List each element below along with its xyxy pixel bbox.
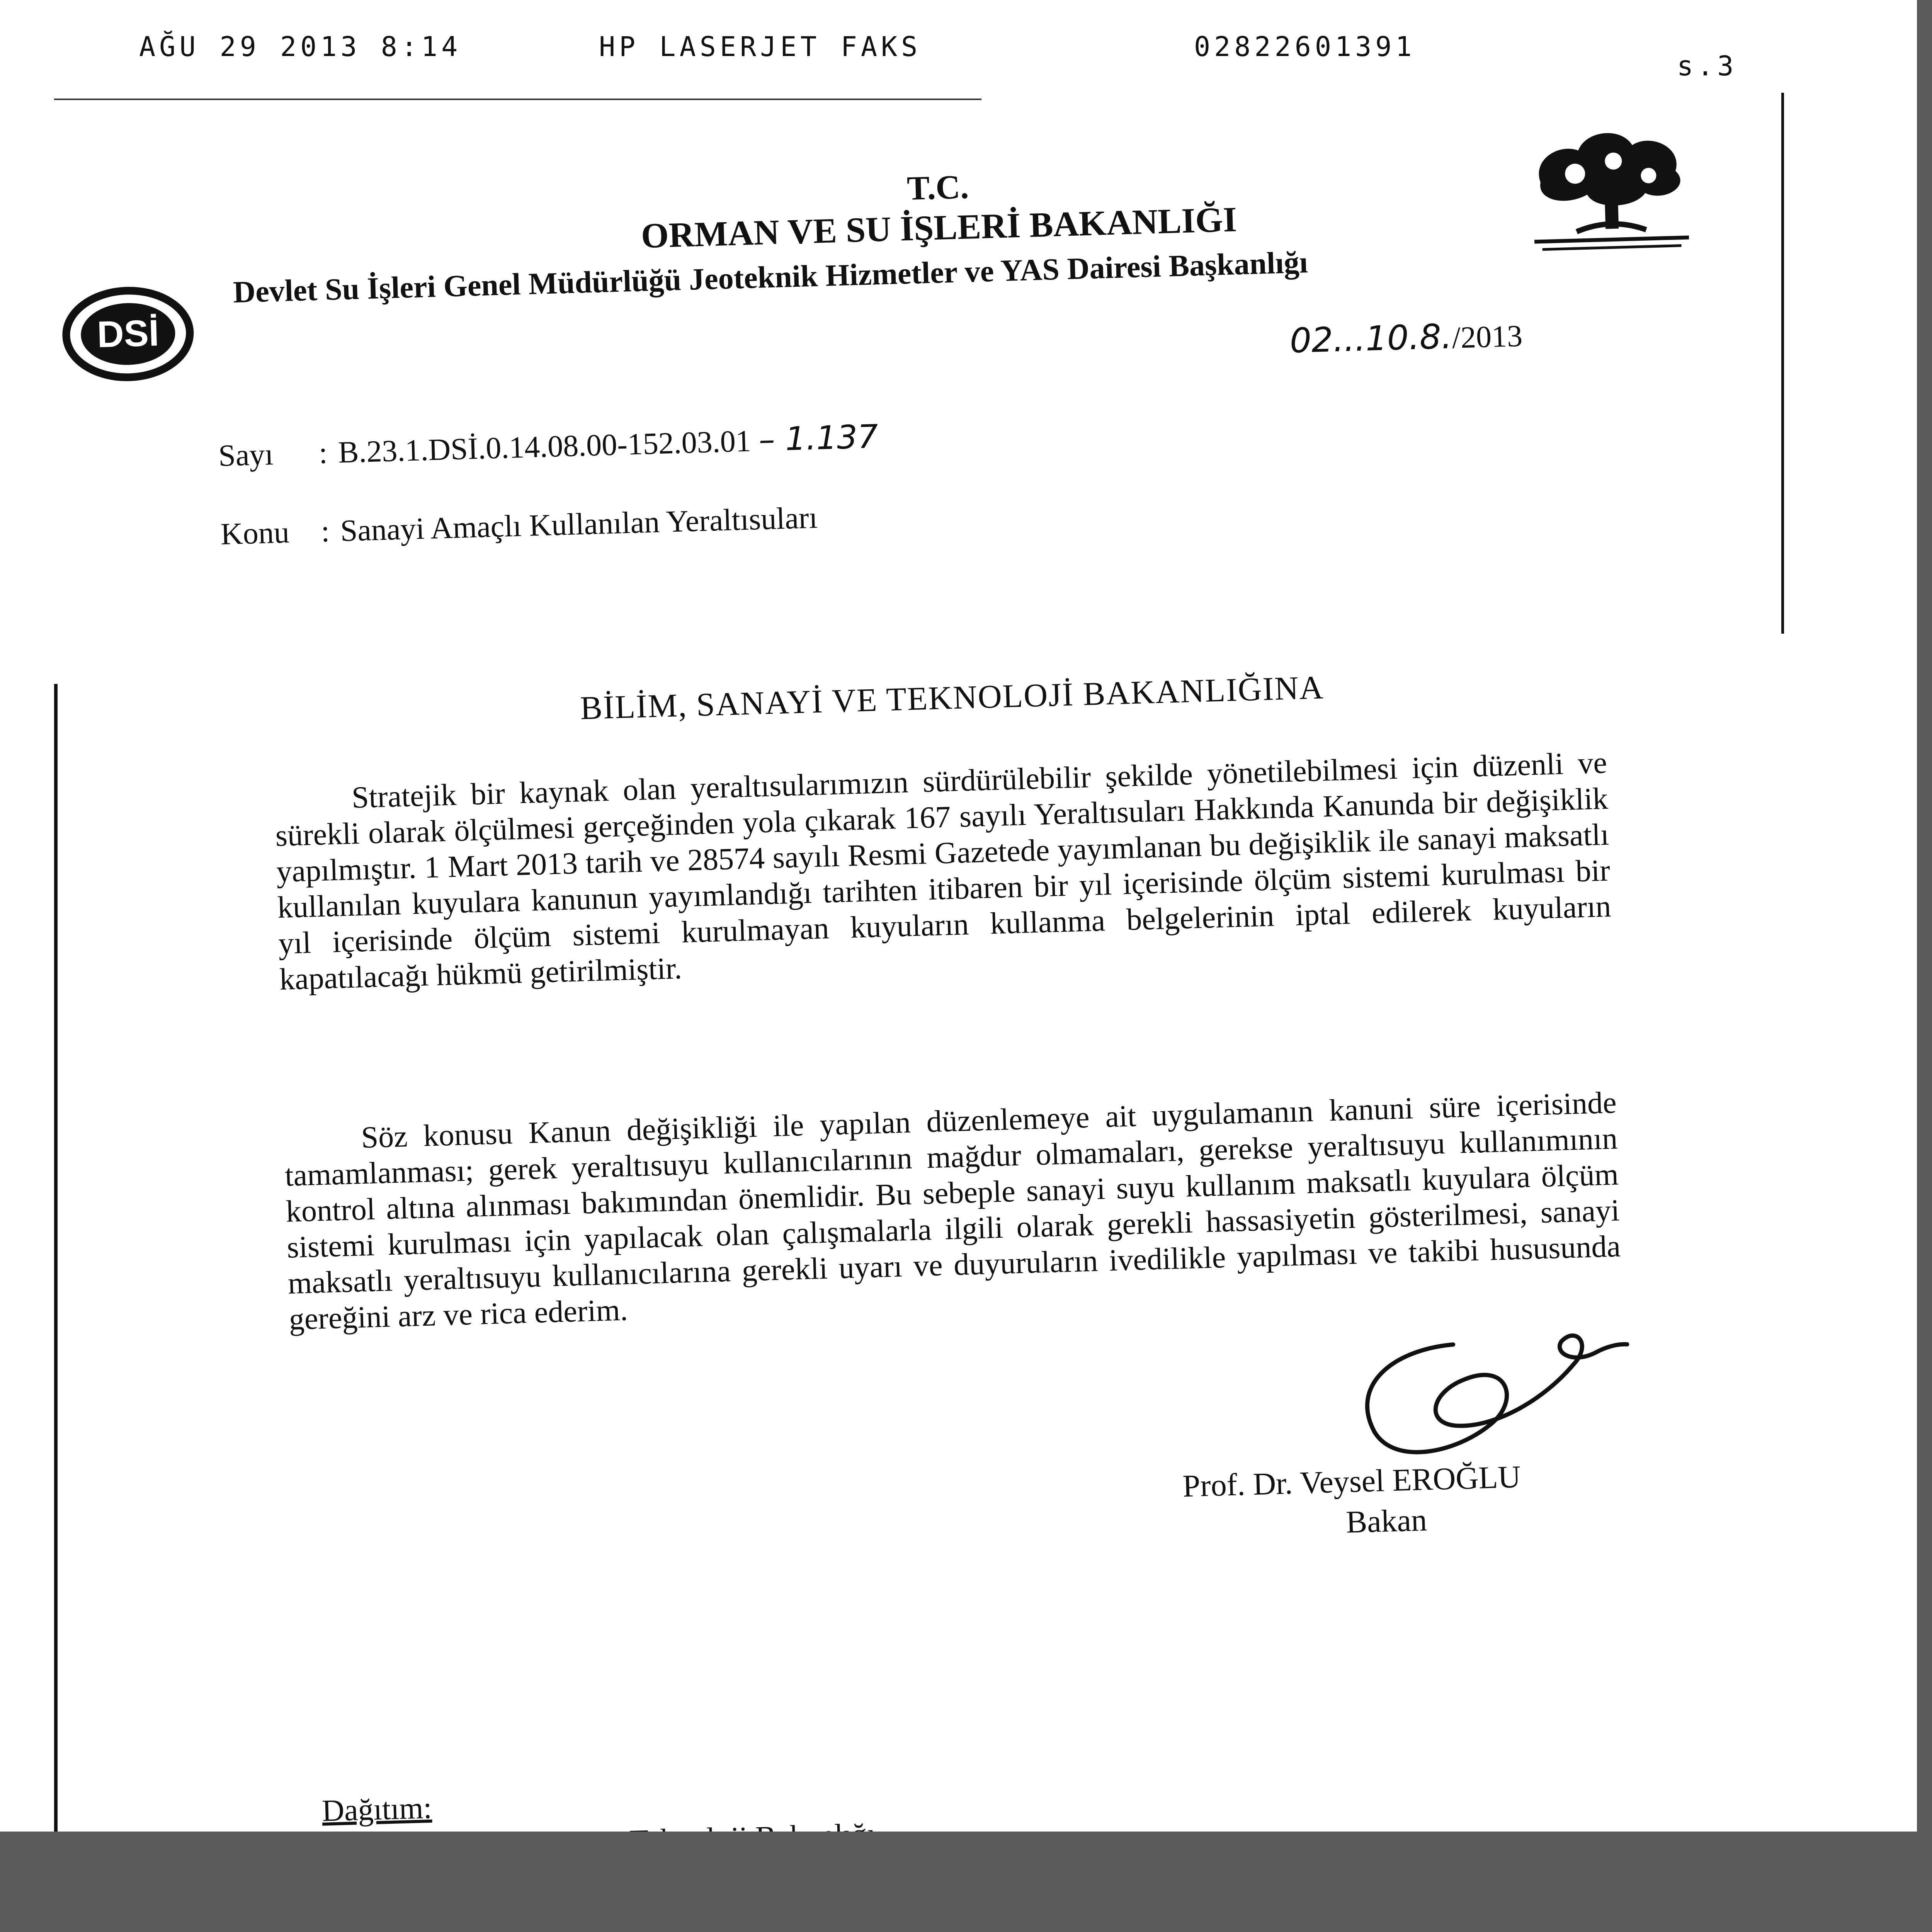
konu-value: Sanayi Amaçlı Kullanılan Yeraltısuları [340,500,818,548]
fax-device-name: HP LASERJET FAKS [599,31,922,63]
signer-name: Prof. Dr. Veysel EROĞLU [1182,1459,1521,1504]
date-handwritten: 02...10.8. [1289,316,1453,361]
country-heading: T.C. [906,168,969,207]
sayi-label: Sayı [218,437,274,473]
directorate-heading: Devlet Su İşleri Genel Müdürlüğü Jeoteknik Hizmetler ve YAS Dairesi Başkanlığı [233,245,1308,310]
subject-row: Konu : Sanayi Amaçlı Kullanılan Yeraltısuları [220,500,818,551]
fax-page-number: s.3 [1677,50,1738,82]
distribution-label: Dağıtım: [321,1791,432,1828]
handwritten-signature [1325,1309,1631,1480]
redacted-area [0,1832,1917,1932]
signer-title: Bakan [1345,1502,1428,1540]
dsi-logo-text: DSİ [96,312,160,355]
fax-date-time: AĞU 29 2013 8:14 [139,31,462,63]
konu-label: Konu [220,515,290,551]
sayi-value: B.23.1.DSİ.0.14.08.00-152.03.01 [337,424,752,470]
sayi-handwritten: – 1.137 [758,417,879,459]
fax-number: 02822601391 [1194,31,1416,63]
letter-date [1289,315,1523,361]
dsi-logo-icon [59,282,197,386]
reference-number-row: Sayı : B.23.1.DSİ.0.14.08.00-152.03.01 – 1.137 [218,417,879,473]
addressee: BİLİM, SANAYİ VE TEKNOLOJİ BAKANLIĞINA [580,668,1325,727]
ministry-tree-logo-icon [1515,112,1701,257]
body-paragraph-1: Stratejik bir kaynak olan yeraltısularımızın sürdürülebilir şekilde yönetilebilmesi için düzenli ve sürekli olarak ölçülmesi gerçeğinden yola çıkarak 167 sayılı Yeraltısuları Hakkında Kanunda bir değişiklik yapılmıştır. 1 Mart 2013 tarih ve 28574 sayılı Resmi Gazetede yayımlanan bu değişiklik ile sanayi maksatlı kullanılan kuyulara kanunun yayımlandığı tarihten itibaren bir yıl içerisinde ölçüm sistemi kurulması bir yıl içerisinde ölçüm sistemi kurulmayan kuyuların kullanma belgelerinin iptal edilerek kuyuların kapatılacağı hükmü getirilmiştir. [275,745,1612,997]
date-year: /2013 [1451,319,1523,355]
body-paragraph-2: Söz konusu Kanun değişikliği ile yapılan düzenlemeye ait uygulamanın kanuni süre içerisinde tamamlanması; gerek yeraltısuyu kullanıcılarının mağdur olmamaları, gerekse yeraltısuyu kullanımının kontrol altına alınması bakımından önemlidir. Bu sebeple sanayi suyu kullanım maksatlı kuyulara ölçüm sistemi kurulması için yapılacak olan çalışmalarla ilgili olarak gerekli hassasiyetin gösterilmesi, sanayi maksatlı yeraltısuyu kullanıcılarına gerekli uyarı ve duyuruların ivedilikle yapılması ve takibi hususunda gereğini arz ve rica ederim. [284,1085,1621,1337]
ministry-heading: ORMAN VE SU İŞLERİ BAKANLIĞI [640,199,1238,256]
